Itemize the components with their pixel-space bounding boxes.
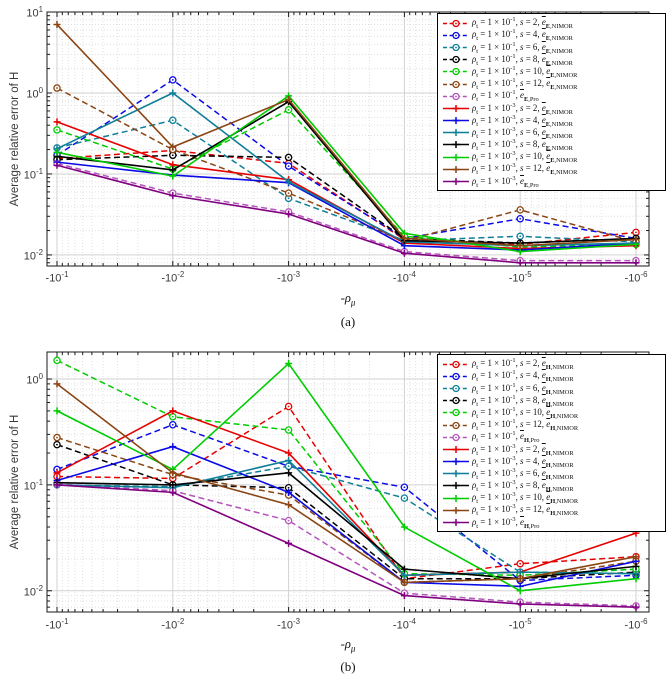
x-tick-label: $-10^{-6}$ <box>624 617 648 632</box>
plus-marker-line-icon <box>442 139 470 150</box>
legend-entry-label: $\rho_t = 1 \times 10^{-1}$, $\overline{e}_{H,Pro}$ <box>472 430 540 445</box>
x-axis-label-b: $-\rho_\mu$ <box>340 637 356 654</box>
legend-entry-label: $\rho_t = 1 \times 10^{-3}$, s = 4, $\overline{e}_{H,NIMOR}$ <box>472 454 574 469</box>
legend-entry <box>442 175 661 187</box>
circle-marker-line-icon <box>442 420 470 431</box>
legend-entry <box>442 127 661 139</box>
legend-entry <box>442 66 661 78</box>
legend-entry-label: $\rho_t = 1 \times 10^{-1}$, s = 10, $\overline{e}_{E,NIMOR}$ <box>472 64 578 79</box>
y-axis-label-b: Average relative error of H <box>9 414 21 550</box>
legend-entry <box>442 407 661 419</box>
legend-entry <box>442 443 661 455</box>
circle-marker-line-icon <box>442 79 470 90</box>
plus-marker-line-icon <box>442 103 470 114</box>
legend-entry <box>442 139 661 151</box>
legend-entry-label: $\rho_t = 1 \times 10^{-3}$, s = 6, $\overline{e}_{H,NIMOR}$ <box>472 466 574 481</box>
legend-entry-label: $\rho_t = 1 \times 10^{-1}$, s = 4, $\overline{e}_{E,NIMOR}$ <box>472 28 573 43</box>
legend-entry-label: $\rho_t = 1 \times 10^{-1}$, s = 6, $\overline{e}_{H,NIMOR}$ <box>472 381 574 396</box>
legend-entry-label: $\rho_t = 1 \times 10^{-3}$, s = 8, $\overline{e}_{E,NIMOR}$ <box>472 138 573 152</box>
legend-entry <box>442 516 661 528</box>
legend-entry-label: $\rho_t = 1 \times 10^{-1}$, s = 6, $\overline{e}_{E,NIMOR}$ <box>472 40 573 55</box>
legend-entry <box>442 78 661 90</box>
legend-entry <box>442 151 661 163</box>
circle-marker-line-icon <box>442 359 470 370</box>
circle-marker-line-icon <box>442 407 470 418</box>
plus-marker-line-icon <box>442 152 470 163</box>
caption-b: (b) <box>340 659 356 674</box>
y-tick-label: $10^{-2}$ <box>23 247 43 263</box>
legend-entry-label: $\rho_t = 1 \times 10^{-3}$, s = 10, $\overline{e}_{E,NIMOR}$ <box>472 150 578 165</box>
circle-marker-line-icon <box>442 371 470 382</box>
legend-entry <box>442 419 661 431</box>
y-tick-label: $10^0$ <box>26 85 43 101</box>
x-tick-label: $-10^{-6}$ <box>624 270 648 285</box>
legend-entry-label: $\rho_t = 1 \times 10^{-3}$, s = 2, $\overline{e}_{H,NIMOR}$ <box>472 442 574 457</box>
x-tick-label: $-10^{-5}$ <box>508 270 532 285</box>
legend-entry-label: $\rho_t = 1 \times 10^{-1}$, s = 8, $\overline{e}_{E,NIMOR}$ <box>472 52 573 67</box>
circle-marker-line-icon <box>442 18 470 29</box>
legend-entry <box>442 468 661 480</box>
legend-entry <box>442 504 661 516</box>
plus-marker-line-icon <box>442 493 470 504</box>
legend-entry-label: $\rho_t = 1 \times 10^{-3}$, s = 12, $\overline{e}_{E,NIMOR}$ <box>472 162 578 177</box>
caption-a: (a) <box>340 314 356 329</box>
plus-marker-line-icon <box>442 176 470 187</box>
circle-marker-line-icon <box>442 432 470 443</box>
x-tick-label: $-10^{-2}$ <box>161 270 185 285</box>
legend-entry <box>442 54 661 66</box>
y-tick-label: $10^1$ <box>26 5 43 20</box>
legend-entry <box>442 90 661 102</box>
legend-entry-label: $\rho_t = 1 \times 10^{-1}$, s = 12, $\overline{e}_{E,NIMOR}$ <box>472 77 578 91</box>
circle-marker-line-icon <box>442 54 470 65</box>
plus-marker-line-icon <box>442 115 470 126</box>
legend-entry <box>442 492 661 504</box>
circle-marker-line-icon <box>442 30 470 41</box>
subplot-b <box>0 341 666 681</box>
plus-marker-line-icon <box>442 517 470 528</box>
legend-entry-label: $\rho_t = 1 \times 10^{-1}$, s = 4, $\overline{e}_{H,NIMOR}$ <box>472 369 574 384</box>
legend-entry <box>442 431 661 443</box>
legend-entry-label: $\rho_t = 1 \times 10^{-3}$, $\overline{e}_{H,Pro}$ <box>472 515 540 530</box>
legend-entry-label: $\rho_t = 1 \times 10^{-3}$, s = 8, $\overline{e}_{H,NIMOR}$ <box>472 479 574 493</box>
y-axis-label-a: Average relative error of H <box>9 71 21 207</box>
circle-marker-line-icon <box>442 395 470 406</box>
legend-entry-label: $\rho_t = 1 \times 10^{-3}$, s = 4, $\overline{e}_{E,NIMOR}$ <box>472 113 573 128</box>
legend-b <box>437 354 666 532</box>
circle-marker-line-icon <box>442 91 470 102</box>
legend-entry-label: $\rho_t = 1 \times 10^{-1}$, $\overline{e}_{E,Pro}$ <box>472 89 539 104</box>
legend-entry <box>442 395 661 407</box>
x-tick-label: $-10^{-2}$ <box>161 617 185 632</box>
circle-marker-line-icon <box>442 42 470 53</box>
legend-entry-label: $\rho_t = 1 \times 10^{-1}$, s = 12, $\overline{e}_{H,NIMOR}$ <box>472 418 579 432</box>
y-tick-label: $10^0$ <box>26 372 43 387</box>
legend-entry <box>442 41 661 53</box>
legend-entry <box>442 480 661 492</box>
legend-entry-label: $\rho_t = 1 \times 10^{-3}$, s = 10, $\overline{e}_{H,NIMOR}$ <box>472 491 579 506</box>
legend-a <box>437 13 666 191</box>
plus-marker-line-icon <box>442 480 470 491</box>
legend-entry <box>442 370 661 382</box>
y-tick-label: $10^{-2}$ <box>23 583 43 599</box>
legend-entry <box>442 102 661 114</box>
y-tick-label: $10^{-1}$ <box>23 166 43 182</box>
plus-marker-line-icon <box>442 505 470 516</box>
circle-marker-line-icon <box>442 66 470 77</box>
plus-marker-line-icon <box>442 127 470 138</box>
plus-marker-line-icon <box>442 468 470 479</box>
legend-entry-label: $\rho_t = 1 \times 10^{-1}$, s = 8, $\overline{e}_{H,NIMOR}$ <box>472 393 574 408</box>
legend-entry-label: $\rho_t = 1 \times 10^{-3}$, s = 2, $\overline{e}_{E,NIMOR}$ <box>472 101 573 116</box>
legend-entry-label: $\rho_t = 1 \times 10^{-3}$, $\overline{e}_{E,Pro}$ <box>472 174 539 189</box>
y-tick-label: $10^{-1}$ <box>23 477 43 493</box>
x-tick-label: $-10^{-3}$ <box>277 617 301 632</box>
plus-marker-line-icon <box>442 164 470 175</box>
legend-entry-label: $\rho_t = 1 \times 10^{-3}$, s = 12, $\overline{e}_{H,NIMOR}$ <box>472 503 579 518</box>
legend-entry <box>442 29 661 41</box>
legend-entry <box>442 358 661 370</box>
legend-entry <box>442 115 661 127</box>
x-tick-label: $-10^{-3}$ <box>277 270 301 285</box>
legend-entry-label: $\rho_t = 1 \times 10^{-1}$, s = 10, $\overline{e}_{H,NIMOR}$ <box>472 405 579 420</box>
legend-entry <box>442 382 661 394</box>
legend-entry-label: $\rho_t = 1 \times 10^{-1}$, s = 2, $\overline{e}_{H,NIMOR}$ <box>472 357 574 371</box>
x-tick-label: $-10^{-4}$ <box>392 270 416 285</box>
legend-entry <box>442 456 661 468</box>
legend-entry <box>442 17 661 29</box>
legend-entry-label: $\rho_t = 1 \times 10^{-1}$, s = 2, $\overline{e}_{E,NIMOR}$ <box>472 16 573 30</box>
plus-marker-line-icon <box>442 444 470 455</box>
plus-marker-line-icon <box>442 456 470 467</box>
legend-entry <box>442 163 661 175</box>
x-axis-label-a: $-\rho_\mu$ <box>340 291 356 308</box>
x-tick-label: $-10^{-5}$ <box>508 617 532 632</box>
x-tick-label: $-10^{-1}$ <box>45 270 69 285</box>
legend-entry-label: $\rho_t = 1 \times 10^{-3}$, s = 6, $\overline{e}_{E,NIMOR}$ <box>472 125 573 140</box>
x-tick-label: $-10^{-4}$ <box>392 617 416 632</box>
circle-marker-line-icon <box>442 383 470 394</box>
x-tick-label: $-10^{-1}$ <box>45 617 69 632</box>
